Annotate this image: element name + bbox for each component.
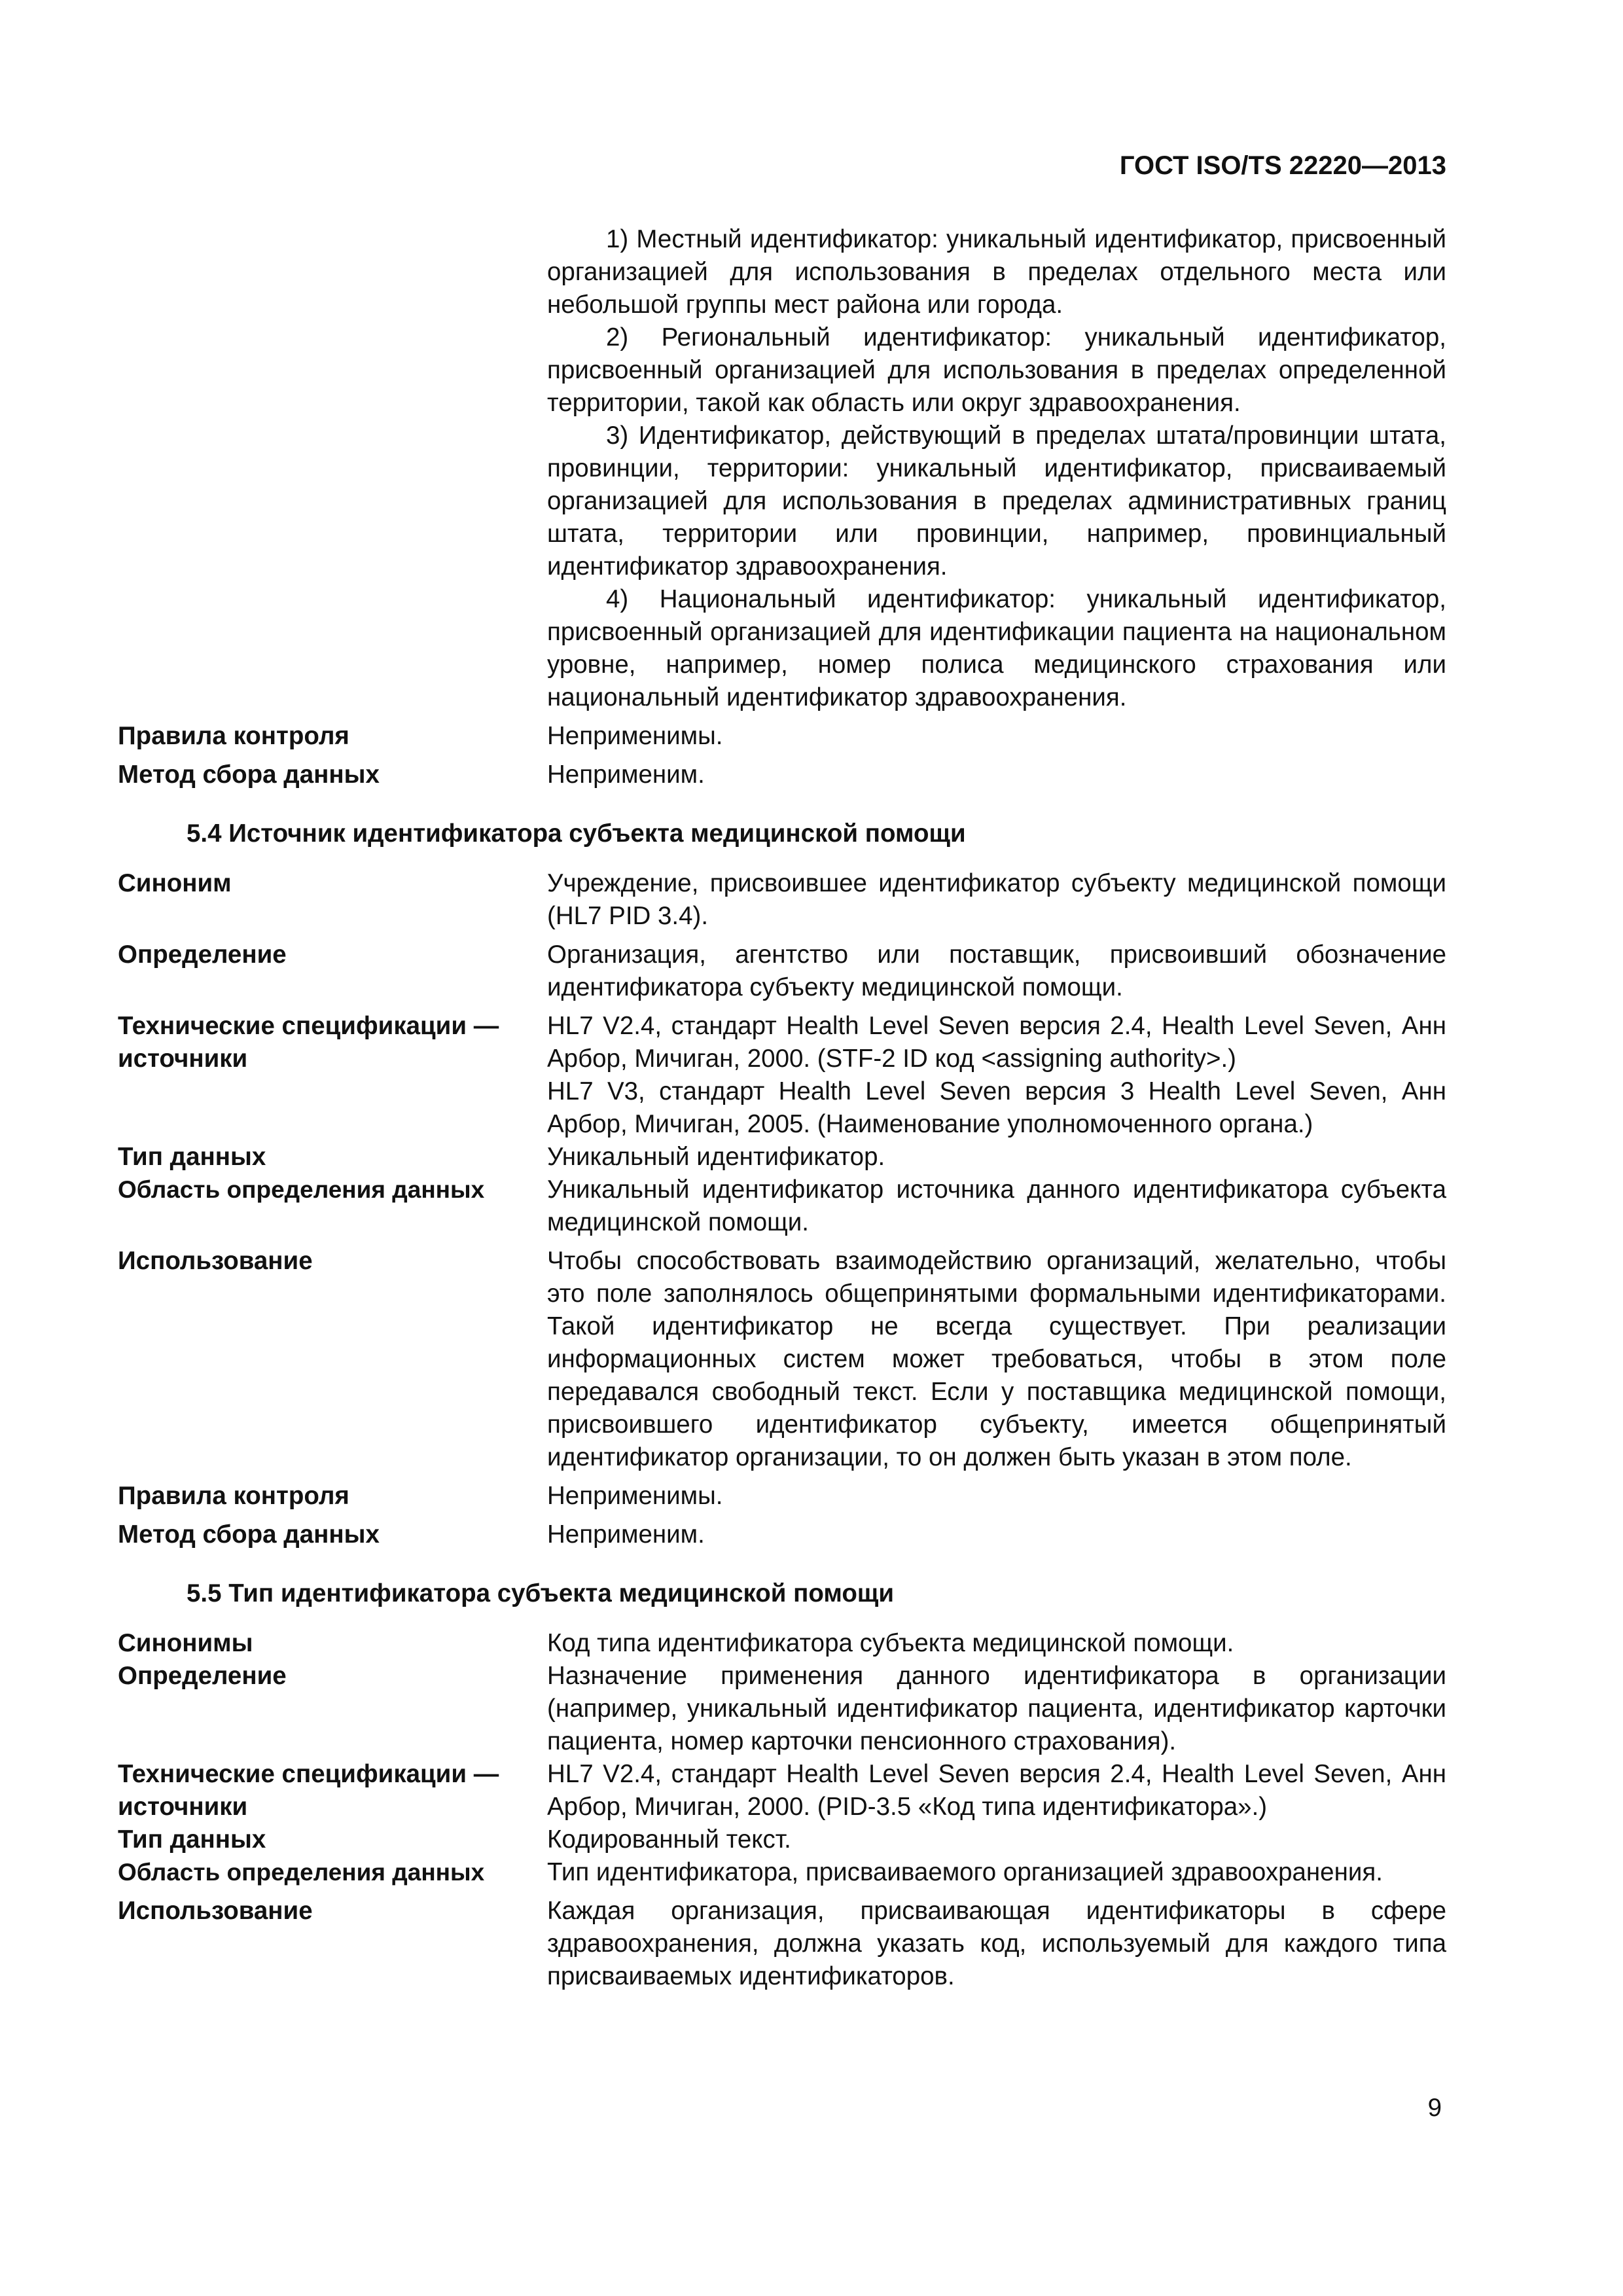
attribute-value: Каждая организация, присваивающая идентификаторы в сфере здравоохранения, должна указать код, используемый для каждого типа присваиваемых идентификаторов. [547, 1897, 1446, 1990]
attribute-value: HL7 V2.4, стандарт Health Level Seven версия 2.4, Health Level Seven, Анн Арбор, Мичиган, 2000. (STF-2 ID код <assigning authority>.) [547, 1012, 1446, 1073]
attribute-value: HL7 V3, стандарт Health Level Seven версия 3 Health Level Seven, Анн Арбор, Мичиган, 2005. (Наименование уполномоченного органа.) [547, 1077, 1446, 1138]
section-heading-5-4: 5.4 Источник идентификатора субъекта медицинской помощи [187, 819, 966, 848]
attribute-label: Технические спецификации — источники [118, 1760, 499, 1821]
attribute-value: Назначение применения данного идентификатора в организации (например, уникальный идентификатор пациента, идентификатор карточки пациента, номер карточки пенсионного страхования). [547, 1662, 1446, 1755]
attribute-row [118, 1660, 1446, 1758]
attribute-label: Область определения данных [118, 1859, 485, 1886]
attribute-label: Синоним [118, 869, 232, 897]
attribute-row [118, 759, 1446, 791]
attribute-value: Уникальный идентификатор источника данного идентификатора субъекта медицинской помощи. [547, 1175, 1446, 1236]
attribute-row [118, 1758, 1446, 1823]
identifier-levels-list [547, 223, 1446, 714]
attribute-row [118, 1141, 1446, 1174]
attribute-row [118, 939, 1446, 1004]
attribute-value: Неприменим. [547, 761, 705, 789]
attribute-label: Метод сбора данных [118, 761, 380, 789]
attribute-row [118, 720, 1446, 753]
attribute-value: Организация, агентство или поставщик, присвоивший обозначение идентификатора субъекту медицинской помощи. [547, 941, 1446, 1001]
attribute-value: HL7 V2.4, стандарт Health Level Seven версия 2.4, Health Level Seven, Анн Арбор, Мичиган, 2000. (PID-3.5 «Код типа идентификатора».) [547, 1760, 1446, 1821]
attribute-row [118, 1856, 1446, 1889]
attribute-value: Кодированный текст. [547, 1825, 791, 1854]
attribute-label: Тип данных [118, 1143, 266, 1171]
list-item: 4) Национальный идентификатор: уникальный идентификатор, присвоенный организацией для идентификации пациента на национальном уровне, например, номер полиса медицинского страхования или национальный идентификатор здравоохранения. [547, 585, 1446, 711]
attribute-label: Правила контроля [118, 722, 349, 750]
list-item: 2) Региональный идентификатор: уникальный идентификатор, присвоенный организацией для использования в пределах определенной территории, такой как область или округ здравоохранения. [547, 323, 1446, 417]
attribute-value: Код типа идентификатора субъекта медицинской помощи. [547, 1629, 1234, 1657]
attribute-row [118, 1627, 1446, 1660]
attribute-row [118, 1480, 1446, 1513]
attribute-label: Использование [118, 1897, 313, 1925]
attribute-value: Неприменимы. [547, 1482, 723, 1510]
attribute-value: Неприменим. [547, 1520, 705, 1549]
attribute-label: Определение [118, 941, 287, 969]
page-number: 9 [1427, 2094, 1442, 2122]
attribute-row [118, 1823, 1446, 1856]
list-item: 3) Идентификатор, действующий в пределах штата/провинции штата, провинции, территории: уникальный идентификатор, присваиваемый организацией для использования в пределах административных границ штата, территории или провинции, например, провинциальный идентификатор здравоохранения. [547, 422, 1446, 581]
attribute-row [118, 1245, 1446, 1474]
document-code-header: ГОСТ ISO/TS 22220—2013 [1119, 151, 1446, 180]
attribute-value: Чтобы способствовать взаимодействию организаций, желательно, чтобы это поле заполнялось общепринятыми формальными идентификаторами. Такой идентификатор не всегда существует. При реализации информационных систем может требоваться, чтобы в этом поле передавался свободный текст. Если у поставщика медицинской помощи, присвоившего идентификатор субъекту, имеется общепринятый идентификатор организации, то он должен быть указан в этом поле. [547, 1247, 1446, 1471]
section-heading-5-5: 5.5 Тип идентификатора субъекта медицинской помощи [187, 1579, 895, 1607]
attribute-value: Учреждение, присвоившее идентификатор субъекту медицинской помощи (HL7 PID 3.4). [547, 869, 1446, 930]
attribute-row [118, 867, 1446, 933]
attribute-row [118, 1010, 1446, 1141]
attribute-value: Неприменимы. [547, 722, 723, 750]
list-item: 1) Местный идентификатор: уникальный идентификатор, присвоенный организацией для использования в пределах отдельного места или небольшой группы мест района или города. [547, 225, 1446, 319]
attribute-value: Уникальный идентификатор. [547, 1143, 885, 1171]
page-content [118, 223, 1446, 1993]
attribute-label: Определение [118, 1662, 287, 1690]
attribute-label: Синонимы [118, 1629, 253, 1657]
attribute-value-group [547, 1010, 1446, 1141]
attribute-row [118, 1174, 1446, 1239]
attribute-label: Тип данных [118, 1825, 266, 1854]
attribute-label: Использование [118, 1247, 313, 1275]
attribute-row [118, 1895, 1446, 1993]
attribute-label: Область определения данных [118, 1176, 485, 1203]
attribute-value: Тип идентификатора, присваиваемого организацией здравоохранения. [547, 1858, 1383, 1886]
attribute-label: Правила контроля [118, 1482, 349, 1510]
attribute-label: Технические спецификации — источники [118, 1012, 499, 1073]
attribute-label: Метод сбора данных [118, 1520, 380, 1549]
attribute-row [118, 1518, 1446, 1551]
